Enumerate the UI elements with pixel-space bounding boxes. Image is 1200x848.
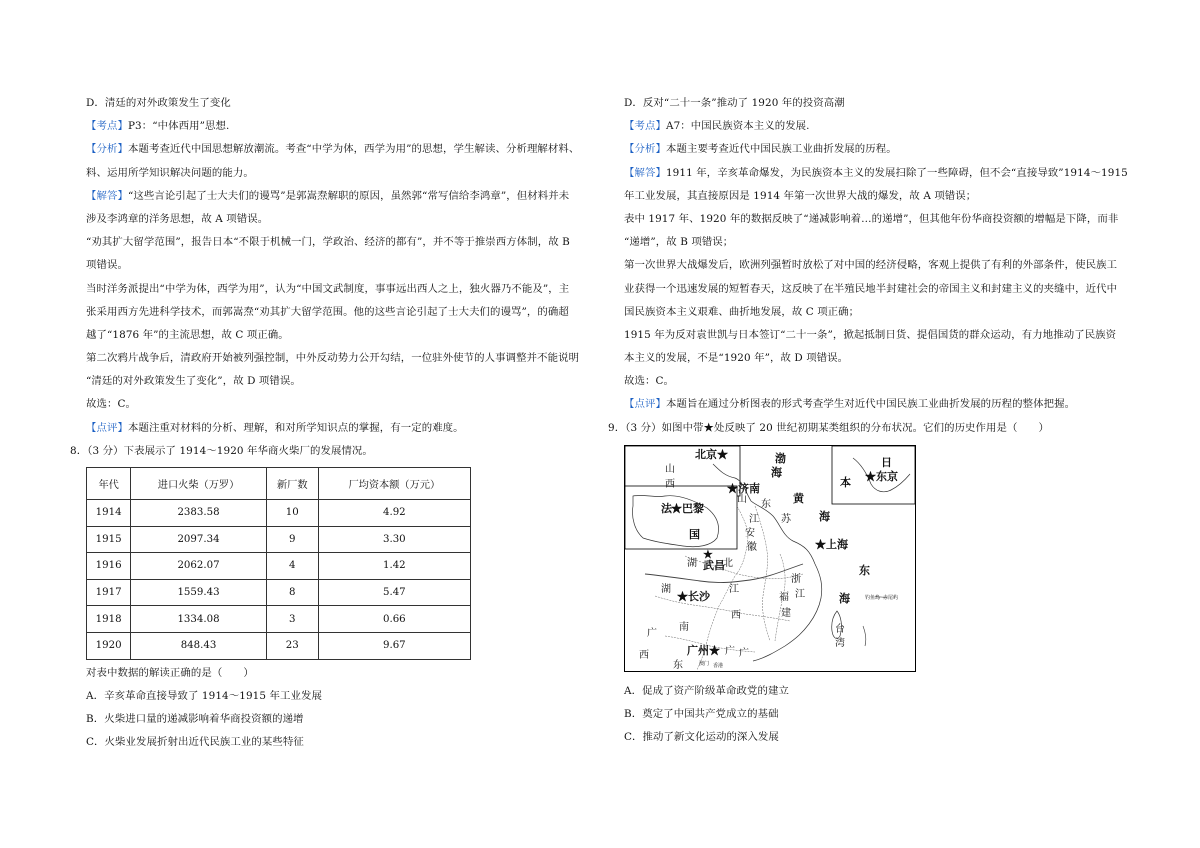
table-cell: 9 [266,526,318,553]
table-row [87,606,471,633]
table-cell: 10 [266,500,318,527]
map-label-france: 法 [661,501,672,515]
table-cell: 1915 [87,526,131,553]
table-row [87,579,471,606]
jieda-line-4: 当时洋务派提出“中学为体，西学为用”，认为“中国文武制度，事事远出西人之上，独火器乃不能及”，主 [86,282,570,295]
table-cell: 848.43 [131,632,267,659]
map-label-fujian-1: 福 [779,591,789,603]
option-d-line: D．清廷的对外政策发生了变化 [86,97,231,109]
map-label-chiwei: 赤尾屿 [883,594,899,601]
dianping-line [86,417,596,440]
table-cell: 1917 [87,579,131,606]
table-cell: 1334.08 [131,606,267,633]
kaodian-line [86,115,596,138]
option-a: A．促成了资产阶级革命政党的建立 [624,684,789,697]
map-label-shandong-1: 山 [737,493,747,505]
jieda-line-1: 涉及李鸿章的洋务思想，故 A 项错误。 [86,212,269,225]
jieda-line-5: 张采用西方先进科学技术，而郭嵩焘“劝其扩大留学范围。他的这些言论引起了士大夫们的谩骂”，的确超 [86,305,569,318]
option-b: B．奠定了中国共产党成立的基础 [624,708,779,720]
table-cell: 1920 [87,632,131,659]
dianping-text: 本题注重对材料的分析、理解，和对所学知识点的掌握，有一定的难度。 [127,421,464,434]
question-9-stem: 9．（3 分）如图中带★处反映了 20 世纪初期某类组织的分布状况。它们的历史作用是（ ） [608,421,1049,434]
map-label-shanghai: ★上海 [815,537,848,551]
map-label-hongkong: 香港 [713,662,724,669]
table-cell: 2097.34 [131,526,267,553]
map-label-shanxi-2: 西 [665,478,675,490]
jieda-line [624,162,1128,185]
kaodian-tag: 【考点】 [86,120,128,133]
option-a: A．辛亥革命直接导致了 1914～1915 年工业发展 [86,689,322,702]
map-label-anhui-2: 徽 [747,541,757,553]
map-label-japan-1: 日 [881,455,892,469]
left-column [70,92,596,754]
fenxi-tag: 【分析】 [86,143,128,156]
right-column [608,92,1128,749]
jieda-line-7: 第二次鸦片战争后，清政府开始被列强控制，中外反动势力公开勾结，一位驻外使节的人事调整并不能说明 [86,352,580,365]
map-label-bohai-2: 海 [771,465,782,479]
jieda-line-4: 第一次世界大战爆发后，欧洲列强暂时放松了对中国的经济侵略，客观上提供了有利的外部条件，使民族工 [624,259,1118,272]
option-b: B．火柴进口量的递减影响着华商投资额的递增 [86,712,304,725]
fenxi-text: 本题主要考查近代中国民族工业曲折发展的历程。 [665,143,897,156]
question-8-stem: 8．（3 分）下表展示了 1914～1920 年华商火柴厂的发展情况。 [70,444,373,457]
map-label-guangdong-3: 广 [739,647,749,659]
table-cell: 23 [266,632,318,659]
jieda-line-5: 业获得一个迅速发展的短暂春天，这反映了在半殖民地半封建社会的帝国主义和封建主义的夹缝中，近代中 [624,282,1118,295]
table-header-cell: 年代 [87,468,131,500]
table-cell: 4 [266,553,318,580]
jieda-first: “这些言论引起了士大夫们的谩骂”是郭嵩焘解职的原因，虽然郭“常写信给李鸿章”，但材料并未 [127,189,570,202]
map-label-hunan-1: 湖 [661,583,671,595]
table-cell: 1.42 [318,553,470,580]
jieda-line-3: 项错误。 [86,259,128,272]
dianping-tag: 【点评】 [86,421,128,434]
jieda-line-8: “清廷的对外政策发生了变化”，故 D 项错误。 [86,375,301,388]
jieda-line-2: “劝其扩大留学范围”，报告日本“不限于机械一门，学政治、经济的都有”，并不等于推崇西方体制，故 B [86,236,570,249]
jieda-line-6: 国民族资本主义艰难、曲折地发展，故 C 项正确； [624,305,860,318]
table-cell: 1559.43 [131,579,267,606]
table-cell: 1918 [87,606,131,633]
jieda-line-3: “递增”，故 B 项错误； [624,236,734,249]
table-cell: 2383.58 [131,500,267,527]
table-cell: 9.67 [318,632,470,659]
map-label-wuchang: ★ 武昌 [703,547,725,572]
map-label-guangzhou: 广州★ [687,643,720,657]
table-cell: 3.30 [318,526,470,553]
table-row [87,500,471,527]
map-label-france-2: 国 [689,527,700,541]
map-label-anhui-1: 安 [745,527,755,539]
kaodian-text: A7：中国民族资本主义的发展. [665,120,810,133]
table-cell: 5.47 [318,579,470,606]
dianping-text: 本题旨在通过分析图表的形式考查学生对近代中国民族工业曲折发展的历程的整体把握。 [665,398,1076,411]
map-label-hubei-2: 北 [723,557,733,569]
table-header-row [87,468,471,500]
option-c: C．推动了新文化运动的深入发展 [624,731,779,744]
map-label-diaoyu: 钓鱼岛 [865,594,881,601]
jieda-line-2: 表中 1917 年、1920 年的数据反映了“递减影响着…的递增”，但其他年份华商投资额的增幅是下降，而非 [624,212,1119,225]
table-cell: 1914 [87,500,131,527]
table-row [87,526,471,553]
fenxi-tag: 【分析】 [624,143,666,156]
map-label-huanghai-1: 黄 [793,491,804,505]
table-row [87,553,471,580]
map-label-shanxi-1: 山 [665,463,675,475]
organization-distribution-map [624,445,916,672]
jieda-first: 1911 年，辛亥革命爆发，为民族资本主义的发展扫除了一些障碍，但不会“直接导致”1914～1915 [665,166,1128,179]
fenxi-text-2: 料、运用所学知识解决问题的能力。 [86,166,254,179]
jieda-tag: 【解答】 [86,189,128,202]
table-header-cell: 新厂数 [266,468,318,500]
table-cell: 1916 [87,553,131,580]
map-label-guangxi-1: 广 [647,627,657,639]
question-8-prompt: 对表中数据的解读正确的是（ ） [86,666,254,679]
table-cell: 0.66 [318,606,470,633]
map-label-macau: 澳门 [699,660,710,667]
option-d: D．反对“二十一条”推动了 1920 年的投资高潮 [624,97,845,109]
map-label-beijing: 北京★ [695,447,728,461]
map-label-paris: ★巴黎 [671,501,704,515]
map-label-zhejiang-1: 浙 [791,573,801,585]
map-label-jiangxi-2: 西 [731,609,741,621]
map-label-guangdong-1: 广 [725,645,735,657]
map-label-guangdong-2: 东 [673,659,683,671]
map-label-shandong-2: 东 [761,498,771,510]
match-factory-table [86,467,471,660]
map-label-donghai-1: 东 [859,563,870,577]
map-label-guangxi-2: 西 [639,649,649,661]
jieda-line-6: 越了“1876 年”的主流思想，故 C 项正确。 [86,328,289,341]
table-row [87,632,471,659]
map-label-jiangsu-1: 江 [749,513,759,525]
kaodian-text: P3：“中体西用”思想. [127,120,230,133]
jieda-answer: 故选：C。 [86,398,137,411]
map-label-fujian-2: 建 [781,607,791,619]
option-c: C．火柴业发展折射出近代民族工业的某些特征 [86,736,304,749]
map-label-donghai-2: 海 [839,591,850,605]
kaodian-line [624,115,1124,138]
map-label-taiwan-2: 湾 [835,637,845,649]
map-label-jiangxi-1: 江 [729,583,739,595]
map-label-hunan-2: 南 [679,621,689,633]
jieda-line-8: 本主义的发展，不是“1920 年”，故 D 项错误。 [624,352,849,365]
table-cell: 3 [266,606,318,633]
map-label-taiwan-1: 台 [835,623,845,635]
border-path [655,596,790,621]
fenxi-line [86,138,596,161]
map-label-jinan: ★济南 [727,481,760,495]
kaodian-tag: 【考点】 [624,120,666,133]
map-label-tokyo: ★东京 [865,469,898,483]
border-path [755,506,770,641]
table-header-cell: 厂均资本额（万元） [318,468,470,500]
match-factory-table-wrap [86,467,596,660]
fenxi-text-1: 本题考查近代中国思想解放潮流。考查“中学为体，西学为用”的思想，学生解读、分析理解材料、 [127,143,580,156]
table-cell: 8 [266,579,318,606]
map-label-hubei-1: 湖 [687,557,697,569]
table-cell: 4.92 [318,500,470,527]
dianping-line [624,393,1124,416]
map-label-bohai-1: 渤 [775,451,786,465]
table-header-cell: 进口火柴（万罗） [131,468,267,500]
table-cell: 2062.07 [131,553,267,580]
jieda-line-1: 年工业发展，其直接原因是 1914 年第一次世界大战的爆发，故 A 项错误； [624,189,977,202]
island-path [863,626,866,646]
jieda-line [86,185,596,208]
jieda-tag: 【解答】 [624,166,666,179]
dianping-tag: 【点评】 [624,398,666,411]
jieda-line-7: 1915 年为反对袁世凯与日本签订“二十一条”，掀起抵制日货、提倡国货的群众运动，有力地推动了民族资 [624,328,1117,341]
map-label-zhejiang-2: 江 [795,588,805,600]
jieda-answer: 故选：C。 [624,375,675,388]
fenxi-line [624,138,1124,161]
map-label-huanghai-2: 海 [819,509,830,523]
map-label-jiangsu-2: 苏 [781,513,791,525]
map-label-japan-2: 本 [840,475,851,489]
map-label-changsha: ★长沙 [677,589,710,603]
